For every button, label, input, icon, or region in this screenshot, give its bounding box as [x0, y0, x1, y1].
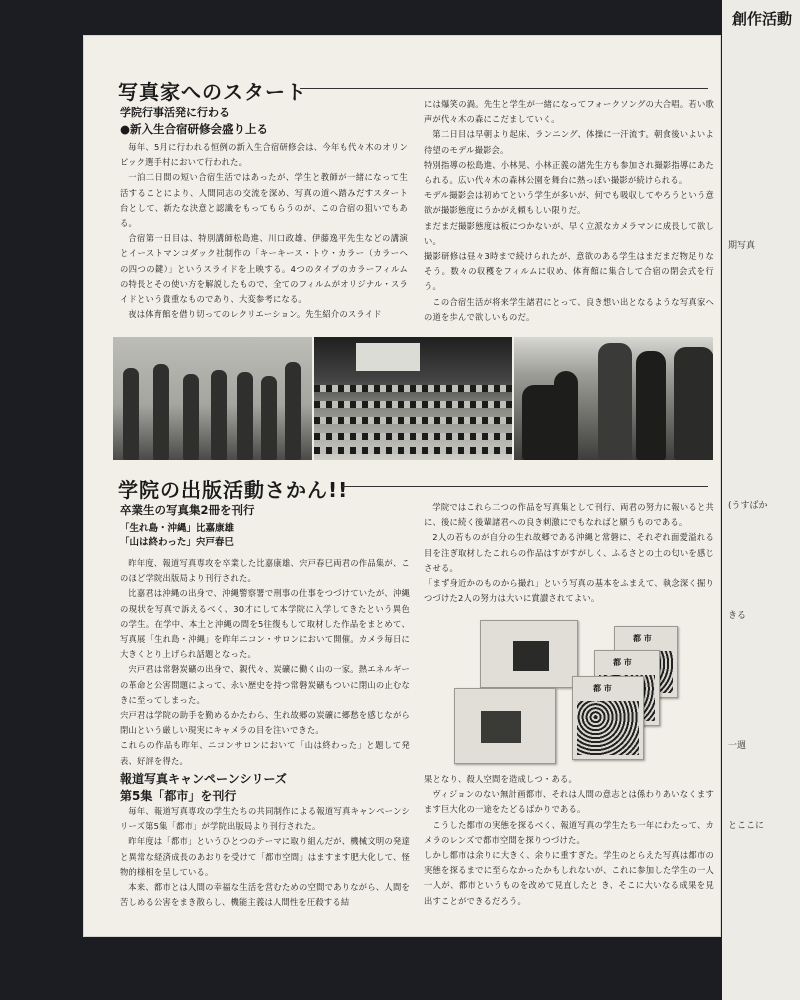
section1-column-1	[120, 140, 408, 322]
paragraph: 毎年、報道写真専攻の学生たちの共同制作による報道写真キャンペーンシリーズ第5集「都市」が学院出版局より刊行された。	[120, 806, 410, 832]
paragraph: まだまだ撮影態度は板につかないが、早く立派なカメラマンに成長して欲しい。	[424, 220, 714, 246]
book-cover: 都 市	[572, 676, 644, 760]
adjacent-fragment: (うすばか	[728, 501, 768, 511]
photo-folk-song-stage	[113, 337, 312, 460]
photo-lecture-hall	[314, 337, 513, 460]
paragraph: 比嘉君は沖縄の出身で、沖縄警察署で刑事の仕事をつづけていたが、沖縄の現状を写真で訴えるべく、30才にして本学院に入学してきたという異色の学生。在学中、本土と沖縄の間を5往復もして取材した作品をまとめて、写真展「生れ島・沖縄」を昨年ニコン・サロンにおいて開催。カメラ毎日に大きくとり上げられ話題となった。	[120, 588, 410, 660]
section1-title: 写真家へのスタート	[118, 80, 307, 104]
paragraph: しかし都市は余りに大きく、余りに重すぎた。学生のとらえた写真は都市の実態を探るまでに至らなかったかもしれないが、これに参加した学生の一人一人が、都市というものを改めて見直したと き、そこに大いなる成果を見出すことができるだろう。	[424, 850, 714, 906]
photo-strip	[113, 337, 713, 460]
paragraph: モデル撮影会は初めてという学生が多いが、何でも吸収してやろうという意欲が撮影態度にうかがえ頼もしい限りだ。	[424, 190, 714, 216]
adjacent-fragment: 期写真	[728, 241, 756, 251]
paragraph: 昨年度は「都市」というひとつのテーマに取り組んだが、機械文明の発達と異常な経済成長のあおりを受けて「都市空間」はますます肥大化して、怪物的様相を呈している。	[120, 836, 410, 877]
paragraph: この合宿生活が将来学生諸君にとって、良き想い出となるような写真家への道を歩んで欲しいものだ。	[424, 296, 714, 322]
title-rule	[342, 486, 708, 487]
book-title-1: 「生れ島・沖縄」比嘉康雄	[120, 523, 235, 534]
paragraph: には爆笑の渦。先生と学生が一緒になってフォークソングの大合唱。若い歌声が代々木の森にこだましていく。	[424, 99, 714, 125]
campaign-column-2	[424, 772, 714, 909]
paragraph: 毎年、5月に行われる恒例の新入生合宿研修会は、今年も代々木のオリンピック選手村において行われた。	[120, 142, 408, 168]
photo-model-shoot	[514, 337, 713, 460]
paragraph: 学院ではこれら二つの作品を写真集として刊行、両君の努力に報いると共に、後に続く後輩諸君への良き刺激にでもなればと願うものである。	[424, 502, 714, 528]
paragraph: 昨年度、報道写真専攻を卒業した比嘉康雄、宍戸春巳両君の作品集が、このほど学院出版局より刊行された。	[120, 558, 410, 584]
book-cover: 都 市	[614, 626, 678, 698]
section2-subtitle: 卒業生の写真集2冊を刊行	[120, 503, 255, 517]
adjacent-fragment: 一週	[728, 741, 747, 751]
paragraph: 宍戸君は学院の助手を勤めるかたわら、生れ故郷の炭礦に郷愁を感じながら閉山という厳しい現実にキャメラの目を注いできた。	[120, 710, 410, 736]
title-rule	[300, 88, 708, 89]
campaign-issue-title: 第5集「都市」を刊行	[120, 789, 237, 803]
section1-subtitle: 学院行事活発に行わる	[120, 106, 230, 119]
campaign-column-1	[120, 804, 410, 910]
paragraph: 果となり、殺人空間を造成しつ・ある。	[424, 774, 577, 784]
paragraph: ヴィジョンのない無計画都市、それは人間の意志とは係わりあいなくますます巨大化の一途をたどるばかりである。	[424, 789, 714, 815]
adjacent-page	[722, 0, 800, 1000]
paragraph: こうした都市の実態を探るべく、報道写真の学生たち一年にわたって、カメラのレンズで都市空間を探りつづけた。	[424, 819, 714, 845]
paragraph: 合宿第一日目は、特別講師松島進、川口政雄、伊藤逸平先生などの講演とイーストマンコダック社制作の「キーキース・トウ・カラー（カラーへの四つの鍵）」というスライドを上映する。4つのタイプのカラーフィルムの特長とその使い方を解説したもので、全てのフィルムがオリジナル・スライドという貴重なものであり、大変参考になる。	[120, 233, 408, 305]
book-cover	[480, 620, 578, 688]
paragraph: 夜は体育館を借り切ってのレクリエーション。先生紹介のスライド	[128, 309, 382, 320]
paragraph: 一泊二日間の短い合宿生活ではあったが、学生と教師が一緒になって生活することにより、人間同志の交流を深め、写真の道へ踏みだすスタート台として、新たな決意と認識をもってもらうのが、この合宿の狙いでもある。	[120, 172, 408, 229]
book-cover	[454, 688, 556, 764]
adjacent-fragment: とここに	[728, 821, 765, 831]
adjacent-fragment: きる	[728, 611, 747, 621]
adjacent-page-title: 創作活動	[732, 10, 793, 28]
paragraph: 2人の若ものが自分の生れ故郷である沖縄と常磐に、それぞれ面愛溢れる目を注ぎ取材したこれらの作品はすがすがしく、ふるさとの土の匂いを感じさせる。	[424, 532, 714, 573]
campaign-series-title: 報道写真キャンペーンシリーズ	[120, 772, 287, 786]
paragraph: 本来、都市とは人間の幸福な生活を営むための空間でありながら、人間を苦しめる公害をまき散らし、機能主義は人間性を圧殺する結	[120, 882, 410, 908]
section1-column-2	[424, 97, 714, 325]
paragraph: 「まず身近かのものから撮れ」という写真の基本をふまえて、執念深く掘りつづけた2人の努力は大いに賞讃されてよい。	[424, 578, 714, 604]
photo-book-covers	[454, 620, 684, 765]
paragraph: 第二日目は早朝より起床、ランニング、体操に一汗流す。朝食後いよいよ待望のモデル撮影会。	[424, 129, 714, 155]
paragraph: 撮影研修は昼々3時まで続けられたが、意欲のある学生はまだまだ物足りなそう。数々の収穫をフィルムに収め、体育館に集合して合宿の閉会式を行う。	[424, 251, 714, 292]
section1-heading: ●新入生合宿研修会盛り上る	[120, 122, 269, 136]
section2-column-1	[120, 556, 410, 769]
book-cover: 都 市	[594, 650, 660, 726]
paragraph: これらの作品も昨年、ニコンサロンにおいて「山は終わった」と題して発表、好評を得た。	[120, 740, 410, 766]
paragraph: 特別指導の松島進、小林晃、小林正義の諸先生方も参加され撮影指導にあたられる。広い代々木の森林公園を舞台に熱っぽい撮影が続けられる。	[424, 159, 714, 186]
section2-title: 学院の出版活動さかん!!	[118, 478, 349, 502]
book-title-2: 「山は終わった」宍戸春巳	[120, 537, 234, 548]
paragraph: 宍戸君は常磐炭礦の出身で、親代々、炭礦に働く山の一家。熱エネルギーの革命と公害問題によって、永い歴史を持つ常磐炭礦もついに閉山の止むなきに至ってしまった。	[120, 664, 410, 705]
section2-column-2	[424, 500, 714, 606]
